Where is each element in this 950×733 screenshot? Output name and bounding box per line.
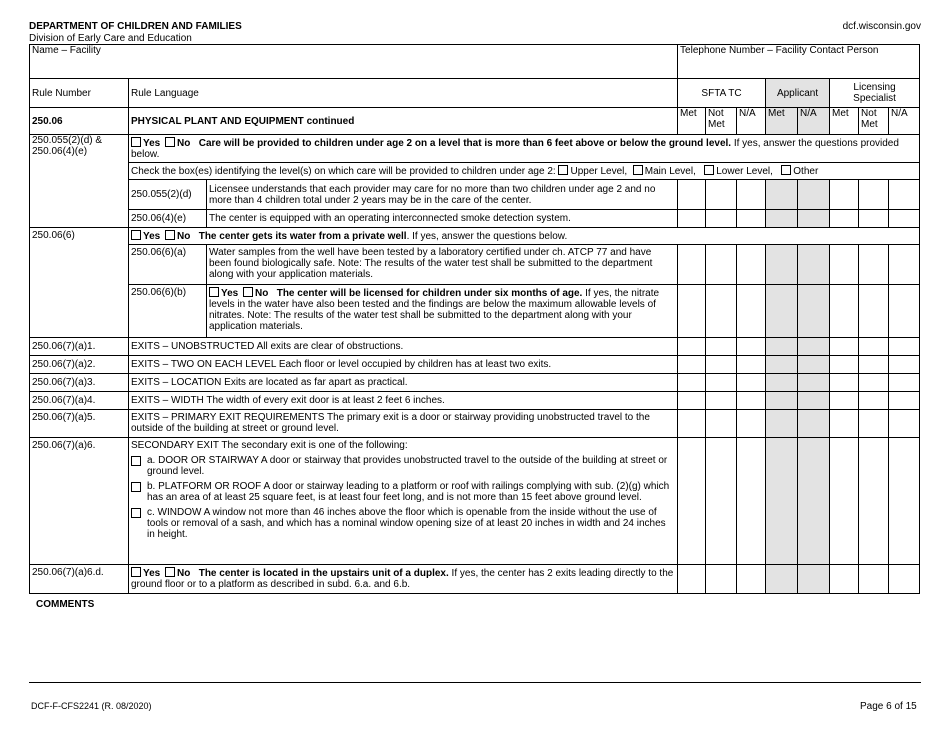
col-met: Met: [678, 108, 706, 135]
ls-met-cell[interactable]: [830, 356, 859, 374]
lower-level-checkbox[interactable]: [704, 165, 714, 175]
applicant-na-cell[interactable]: [798, 356, 830, 374]
name-facility-label: Name – Facility: [32, 45, 101, 56]
applicant-met-cell[interactable]: [766, 410, 798, 438]
ls-na-cell[interactable]: [889, 210, 920, 228]
ls-na-cell[interactable]: [889, 438, 920, 565]
col-header-applicant: Applicant: [766, 79, 830, 108]
applicant-met-cell[interactable]: [766, 438, 798, 565]
rule-number: 250.06(7)(a)6.: [30, 438, 129, 565]
ls-na-cell[interactable]: [889, 410, 920, 438]
main-level-checkbox[interactable]: [633, 165, 643, 175]
rule-text: EXITS – UNOBSTRUCTED All exits are clear of obstructions.: [129, 338, 678, 356]
na-cell[interactable]: [737, 245, 766, 285]
applicant-met-cell[interactable]: [766, 245, 798, 285]
applicant-met-cell[interactable]: [766, 285, 798, 338]
rule-language: Yes No Care will be provided to children under age 2 on a level that is more than 6 feet above or below the ground level. If yes, answer the questions provided below.: [129, 135, 920, 163]
rule-text: The center is equipped with an operating interconnected smoke detection system.: [207, 210, 678, 228]
rule-number: 250.06(7)(a)4.: [30, 392, 129, 410]
ls-not-met-cell[interactable]: [859, 438, 889, 565]
ls-na-cell[interactable]: [889, 285, 920, 338]
yes-checkbox[interactable]: [131, 567, 141, 577]
rule-text: EXITS – WIDTH The width of every exit door is at least 2 feet 6 inches.: [129, 392, 678, 410]
department-name: DEPARTMENT OF CHILDREN AND FAMILIES: [29, 21, 242, 32]
secondary-exit-intro: SECONDARY EXIT The secondary exit is one of the following:: [131, 440, 408, 451]
col-header-rule-language: Rule Language: [129, 79, 678, 108]
met-cell[interactable]: [678, 356, 706, 374]
ls-not-met-cell[interactable]: [859, 180, 889, 210]
ls-not-met-cell[interactable]: [859, 374, 889, 392]
ls-not-met-cell[interactable]: [859, 285, 889, 338]
col-na: N/A: [889, 108, 920, 135]
not-met-cell[interactable]: [706, 374, 737, 392]
ls-met-cell[interactable]: [830, 438, 859, 565]
rule-text: Water samples from the well have been tested by a laboratory certified under ch. ATCP 77 and have been found biologically safe. Note: The results of the water test shall be submitted to the department along with your application materials.: [207, 245, 678, 285]
applicant-na-cell[interactable]: [798, 565, 830, 594]
col-met: Met: [830, 108, 859, 135]
rule-text: [129, 438, 678, 565]
ls-met-cell[interactable]: [830, 210, 859, 228]
rule-number: 250.06(7)(a)3.: [30, 374, 129, 392]
na-cell[interactable]: [737, 374, 766, 392]
na-cell[interactable]: [737, 180, 766, 210]
ls-met-cell[interactable]: [830, 374, 859, 392]
met-cell[interactable]: [678, 410, 706, 438]
met-cell[interactable]: [678, 338, 706, 356]
website-link[interactable]: dcf.wisconsin.gov: [842, 21, 921, 32]
na-cell[interactable]: [737, 210, 766, 228]
yes-checkbox[interactable]: [131, 137, 141, 147]
col-not-met: Not Met: [859, 108, 889, 135]
option-a-checkbox[interactable]: [131, 456, 141, 466]
upper-level-checkbox[interactable]: [558, 165, 568, 175]
no-checkbox[interactable]: [165, 567, 175, 577]
met-cell[interactable]: [678, 392, 706, 410]
applicant-na-cell[interactable]: [798, 438, 830, 565]
option-b-checkbox[interactable]: [131, 482, 141, 492]
not-met-cell[interactable]: [706, 565, 737, 594]
form-id: DCF-F-CFS2241 (R. 08/2020): [31, 701, 152, 711]
ls-not-met-cell[interactable]: [859, 356, 889, 374]
sub-rule-number: 250.06(4)(e): [129, 210, 207, 228]
na-cell[interactable]: [737, 392, 766, 410]
na-cell[interactable]: [737, 438, 766, 565]
rule-text: EXITS – PRIMARY EXIT REQUIREMENTS The primary exit is a door or stairway providing unobstructed travel to the outside of the building at street or ground level.: [129, 410, 678, 438]
applicant-na-cell[interactable]: [798, 245, 830, 285]
ls-na-cell[interactable]: [889, 374, 920, 392]
not-met-cell[interactable]: [706, 438, 737, 565]
ls-not-met-cell[interactable]: [859, 392, 889, 410]
telephone-label: Telephone Number – Facility Contact Person: [680, 45, 879, 56]
ls-na-cell[interactable]: [889, 356, 920, 374]
option-c: c. WINDOW A window not more than 46 inches above the floor which is openable from the inside without the use of tools or removal of a sash, and which has a nominal window opening size of at least 20 inches in width and 24 inches in height.: [131, 507, 675, 540]
col-not-met: Not Met: [706, 108, 737, 135]
ls-met-cell[interactable]: [830, 338, 859, 356]
applicant-na-cell[interactable]: [798, 210, 830, 228]
ls-not-met-cell[interactable]: [859, 338, 889, 356]
division-name: Division of Early Care and Education: [29, 33, 192, 44]
rule-number: 250.06(6): [30, 228, 129, 338]
not-met-cell[interactable]: [706, 210, 737, 228]
page-number: Page 6 of 15: [860, 701, 917, 712]
col-na: N/A: [737, 108, 766, 135]
not-met-cell[interactable]: [706, 410, 737, 438]
ls-na-cell[interactable]: [889, 565, 920, 594]
option-a: a. DOOR OR STAIRWAY A door or stairway that provides unobstructed travel to the outside of the building at street or ground level.: [131, 455, 675, 477]
na-cell[interactable]: [737, 356, 766, 374]
sub-rule-number: 250.06(6)(b): [129, 285, 207, 338]
no-checkbox[interactable]: [243, 287, 253, 297]
ls-na-cell[interactable]: [889, 392, 920, 410]
applicant-na-cell[interactable]: [798, 374, 830, 392]
level-options: Check the box(es) identifying the level(s) on which care will be provided to children under age 2: Upper Level, Main Level, Lower Level, Other: [129, 163, 920, 180]
met-cell[interactable]: [678, 285, 706, 338]
yes-checkbox[interactable]: [131, 230, 141, 240]
telephone-field[interactable]: [678, 45, 920, 79]
yes-checkbox[interactable]: [209, 287, 219, 297]
applicant-met-cell[interactable]: [766, 356, 798, 374]
col-header-rule-number: Rule Number: [30, 79, 129, 108]
rule-number: 250.06(7)(a)6.d.: [30, 565, 129, 594]
name-facility-field[interactable]: [30, 45, 678, 79]
applicant-met-cell[interactable]: [766, 392, 798, 410]
applicant-met-cell[interactable]: [766, 374, 798, 392]
ls-met-cell[interactable]: [830, 392, 859, 410]
ls-na-cell[interactable]: [889, 180, 920, 210]
applicant-met-cell[interactable]: [766, 210, 798, 228]
sub-rule-number: 250.055(2)(d): [129, 180, 207, 210]
rule-number: 250.06(7)(a)5.: [30, 410, 129, 438]
other-level-checkbox[interactable]: [781, 165, 791, 175]
rule-text: If yes, answer the questions provided below.: [131, 138, 899, 160]
applicant-na-cell[interactable]: [798, 338, 830, 356]
comments-heading: COMMENTS: [36, 599, 95, 610]
not-met-cell[interactable]: [706, 180, 737, 210]
option-b: b. PLATFORM OR ROOF A door or stairway leading to a platform or roof with railings complying with sub. (2)(g) which has an area of at least 25 square feet, is at least four feet long, and is not more than 15 feet above ground level.: [131, 481, 675, 503]
ls-not-met-cell[interactable]: [859, 245, 889, 285]
ls-na-cell[interactable]: [889, 338, 920, 356]
ls-met-cell[interactable]: [830, 410, 859, 438]
rule-text: Yes No The center will be licensed for children under six months of age. If yes, the nitrate levels in the water have also been tested and the findings are below the maximum allowable levels of nitrates. Note: The results of the water test shall be submitted to the department along with your application materials.: [207, 285, 678, 338]
page-header: [29, 21, 921, 45]
met-cell[interactable]: [678, 210, 706, 228]
ls-met-cell[interactable]: [830, 565, 859, 594]
na-cell[interactable]: [737, 410, 766, 438]
ls-not-met-cell[interactable]: [859, 565, 889, 594]
met-cell[interactable]: [678, 180, 706, 210]
rule-text: EXITS – TWO ON EACH LEVEL Each floor or level occupied by children has at least two exits.: [129, 356, 678, 374]
col-header-sfta: SFTA TC: [678, 79, 766, 108]
rule-text: Yes No The center is located in the upstairs unit of a duplex. If yes, the center has 2 exits leading directly to the ground floor or to a platform as described in subd. 6.a. and 6.b.: [129, 565, 678, 594]
checklist-table: [29, 44, 920, 594]
met-cell[interactable]: [678, 438, 706, 565]
na-cell[interactable]: [737, 338, 766, 356]
not-met-cell[interactable]: [706, 356, 737, 374]
ls-met-cell[interactable]: [830, 285, 859, 338]
rule-number: 250.06(7)(a)1.: [30, 338, 129, 356]
rule-number: 250.055(2)(d) & 250.06(4)(e): [30, 135, 129, 228]
rule-number: 250.06(7)(a)2.: [30, 356, 129, 374]
rule-bold-text: Care will be provided to children under age 2 on a level that is more than 6 feet above or below the ground level.: [198, 138, 732, 149]
applicant-na-cell[interactable]: [798, 410, 830, 438]
applicant-met-cell[interactable]: [766, 180, 798, 210]
option-c-checkbox[interactable]: [131, 508, 141, 518]
footer-divider: [29, 682, 921, 683]
not-met-cell[interactable]: [706, 285, 737, 338]
na-cell[interactable]: [737, 285, 766, 338]
met-cell[interactable]: [678, 565, 706, 594]
applicant-met-cell[interactable]: [766, 338, 798, 356]
no-checkbox[interactable]: [165, 230, 175, 240]
not-met-cell[interactable]: [706, 245, 737, 285]
applicant-na-cell[interactable]: [798, 392, 830, 410]
met-cell[interactable]: [678, 374, 706, 392]
na-cell[interactable]: [737, 565, 766, 594]
rule-text: Licensee understands that each provider may care for no more than two children under age 2 and no more than 4 children total under 2 years may be in the care of the center.: [207, 180, 678, 210]
ls-not-met-cell[interactable]: [859, 210, 889, 228]
no-checkbox[interactable]: [165, 137, 175, 147]
sub-rule-number: 250.06(6)(a): [129, 245, 207, 285]
ls-na-cell[interactable]: [889, 245, 920, 285]
rule-language: Yes No The center gets its water from a private well. If yes, answer the questions below.: [129, 228, 920, 245]
section-number: 250.06: [30, 108, 129, 135]
section-title: PHYSICAL PLANT AND EQUIPMENT continued: [129, 108, 678, 135]
met-cell[interactable]: [678, 245, 706, 285]
col-header-licensing: Licensing Specialist: [830, 79, 920, 108]
not-met-cell[interactable]: [706, 392, 737, 410]
col-met: Met: [766, 108, 798, 135]
applicant-na-cell[interactable]: [798, 285, 830, 338]
applicant-met-cell[interactable]: [766, 565, 798, 594]
rule-text: EXITS – LOCATION Exits are located as far apart as practical.: [129, 374, 678, 392]
ls-not-met-cell[interactable]: [859, 410, 889, 438]
applicant-na-cell[interactable]: [798, 180, 830, 210]
ls-met-cell[interactable]: [830, 180, 859, 210]
col-na: N/A: [798, 108, 830, 135]
not-met-cell[interactable]: [706, 338, 737, 356]
ls-met-cell[interactable]: [830, 245, 859, 285]
